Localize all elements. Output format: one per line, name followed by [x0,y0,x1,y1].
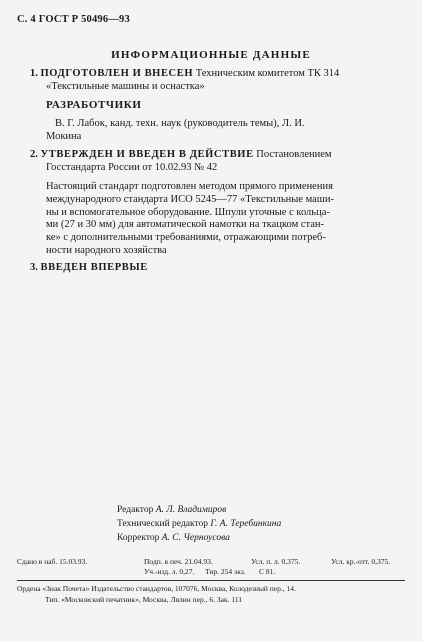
item-3 [30,262,148,275]
paragraph-line: ны и вспомогательное оборудование. Шпули уточные с кольца- [46,206,330,218]
credit-name: А. С. Черноусова [161,533,230,543]
imprint-row-2-col-2: Тир. 254 экз. [205,567,246,576]
paragraph-line: ке» с дополнительными требованиями, отражающими потреб- [46,232,326,244]
item-1-heading: ПОДГОТОВЛЕН И ВНЕСЕН [40,68,194,79]
imprint-divider [17,580,405,581]
section-title: ИНФОРМАЦИОННЫЕ ДАННЫЕ [111,49,311,61]
item-2-number: 2. [30,149,38,160]
credit-proofreader [117,531,230,545]
item-1 [30,68,339,81]
credit-role: Редактор [117,505,154,515]
paragraph-line: ми (27 и 30 мм) для автоматической намотки на ткацком стан- [46,219,325,231]
developers-line-2: Мокина [46,131,82,142]
imprint-footer-2: Тип. «Московский печатник», Москва, Лялин пер., 6. Зак. 111 [45,595,243,604]
item-2-line-2: Госстандарта России от 10.02.93 № 42 [46,162,218,173]
credit-role: Корректор [117,533,160,543]
item-2 [30,149,332,162]
item-2-text: Постановлением [253,149,332,160]
item-3-heading: ВВЕДЕН ВПЕРВЫЕ [40,262,148,273]
item-3-number: 3. [30,262,38,273]
imprint-row-2-col-1: Уч.-изд. л. 0,27. [144,567,195,576]
credit-name: Г. А. Теребинкина [210,519,282,529]
credit-tech-editor [117,517,281,531]
credit-name: А. Л. Владимиров [155,505,227,515]
paragraph-line: международного стандарта ИСО 5245—77 «Текстильные маши- [46,193,335,205]
imprint-row-1-col-4: Усл. кр.-отт. 0,375. [331,557,391,566]
imprint-row-1-col-3: Усл. п. л. 0,375. [251,557,301,566]
developers-heading: РАЗРАБОТЧИКИ [46,99,142,111]
developers-line-1: В. Г. Лабок, канд. техн. наук (руководитель темы), Л. И. [55,118,305,129]
item-1-number: 1. [30,68,38,79]
item-1-line-2: «Текстильные машины и оснастка» [46,81,205,92]
item-2-heading: УТВЕРЖДЕН И ВВЕДЕН В ДЕЙСТВИЕ [40,149,254,160]
page-header: С. 4 ГОСТ Р 50496—93 [17,14,130,25]
paragraph-line: Настоящий стандарт подготовлен методом прямого применения [46,181,333,192]
imprint-row-1-col-2: Подп. в печ. 21.04.93. [144,557,213,566]
description-paragraph [46,181,334,258]
imprint-row-2-col-3: С 81. [259,567,276,576]
imprint-footer-1: Ордена «Знак Почета» Издательство стандартов, 107076, Москва, Колодезный пер., 14. [17,584,296,593]
imprint-row-1-col-1: Сдано в наб. 15.03.93. [17,557,88,566]
paragraph-line: ности народного хозяйства [46,244,167,256]
item-1-text: Техническим комитетом ТК 314 [193,68,340,79]
credit-role: Технический редактор [117,519,208,529]
credit-editor [117,503,226,517]
